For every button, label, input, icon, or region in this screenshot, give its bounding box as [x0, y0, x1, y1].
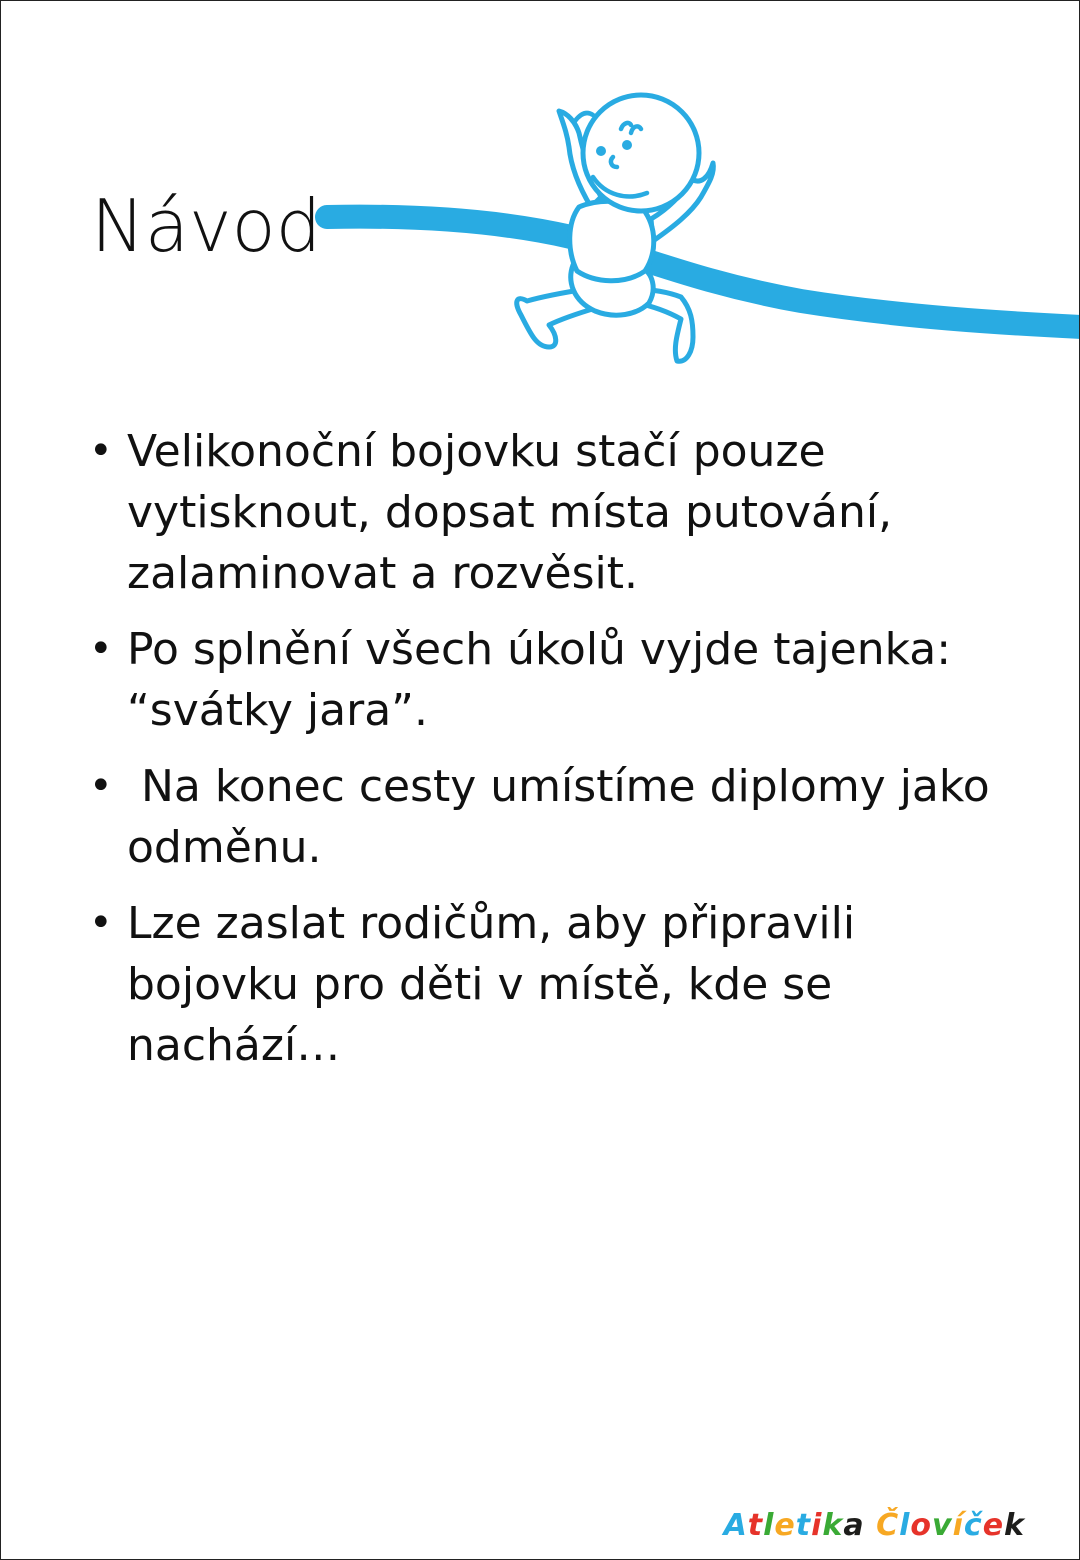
bullet-icon: • — [89, 763, 113, 809]
logo-letter: v — [932, 1508, 953, 1543]
logo-letter: t — [795, 1508, 812, 1543]
list-item — [89, 421, 1029, 604]
logo-letter: e — [774, 1508, 796, 1543]
logo-letter: t — [747, 1508, 764, 1543]
logo-letter: č — [963, 1508, 983, 1543]
list-item — [89, 619, 1029, 741]
bullet-icon: • — [89, 428, 113, 474]
bullet-list — [89, 421, 1029, 1091]
logo-letter: Č — [876, 1508, 900, 1543]
slide-title: Návod — [91, 184, 322, 268]
bullet-text: Lze zaslat rodičům, aby připravili bojovku pro děti v místě, kde se nachází… — [127, 898, 856, 1071]
bullet-text: Po splnění všech úkolů vyjde tajenka: “svátky jara”. — [127, 624, 952, 736]
list-item — [89, 893, 1029, 1076]
logo-letter: l — [763, 1508, 775, 1543]
logo-letter: A — [723, 1508, 748, 1543]
logo-letter: i — [811, 1508, 823, 1543]
logo-letter: k — [1004, 1508, 1025, 1543]
logo-letter — [865, 1508, 876, 1543]
logo-letter: l — [899, 1508, 911, 1543]
logo-letter: a — [843, 1508, 865, 1543]
atletika-clovicek-logo — [724, 1508, 1025, 1543]
bullet-icon: • — [89, 900, 113, 946]
bullet-text: Na konec cesty umístíme diplomy jako odměnu. — [127, 761, 1004, 873]
list-item — [89, 756, 1029, 878]
logo-letter: í — [952, 1508, 964, 1543]
logo-letter: o — [910, 1508, 933, 1543]
bullet-text: Velikonoční bojovku stačí pouze vytisknout, dopsat místa putování, zalaminovat a rozvěsit. — [127, 426, 893, 599]
logo-letter: e — [982, 1508, 1005, 1543]
logo-letter: k — [822, 1508, 844, 1543]
bullet-icon: • — [89, 626, 113, 672]
